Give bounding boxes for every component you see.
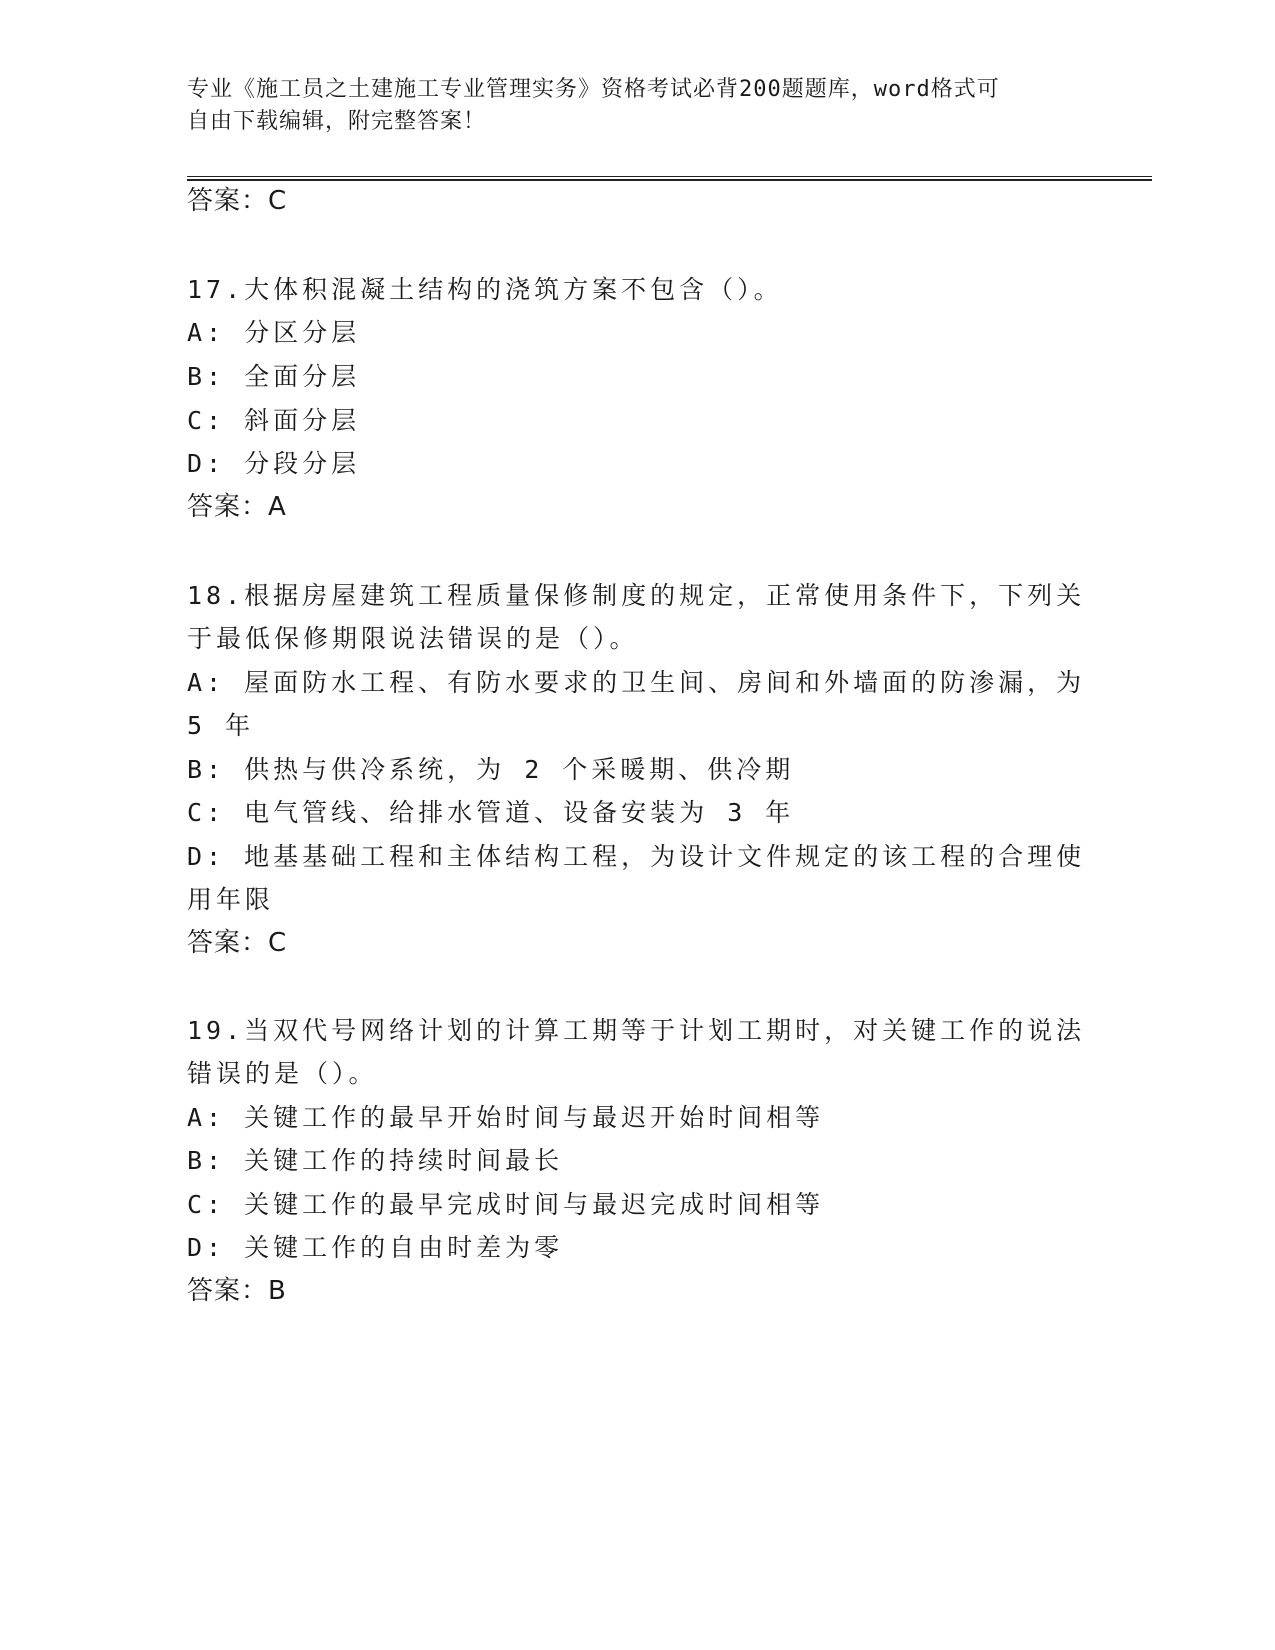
option-c: C: 电气管线、给排水管道、设备安装为 3 年 [187,798,795,827]
question-stem-continued: 错误的是（）。 [187,1059,378,1088]
answer-label: 答案：C [187,186,288,216]
option-d: D: 分段分层 [187,449,361,478]
option-b: B: 关键工作的持续时间最长 [187,1146,564,1175]
question-stem: 19.当双代号网络计划的计算工期等于计划工期时，对关键工作的说法 [187,1016,1086,1045]
header-line-2: 自由下载编辑，附完整答案！ [187,109,487,134]
option-b: B: 全面分层 [187,362,361,391]
header-line-1: 专业《施工员之土建施工专业管理实务》资格考试必背200题题库，word格式可 [187,77,1000,102]
option-a-continued: 5 年 [187,711,255,740]
option-d: D: 地基基础工程和主体结构工程，为设计文件规定的该工程的合理使 [187,842,1086,871]
option-d-continued: 用年限 [187,885,275,914]
option-a: A: 分区分层 [187,318,361,347]
question-stem: 17.大体积混凝土结构的浇筑方案不包含（）。 [187,275,783,304]
option-c: C: 斜面分层 [187,406,361,435]
option-a: A: 关键工作的最早开始时间与最迟开始时间相等 [187,1103,825,1132]
question-stem-continued: 于最低保修期限说法错误的是（）。 [187,624,639,653]
option-a: A: 屋面防水工程、有防水要求的卫生间、房间和外墙面的防渗漏，为 [187,668,1086,697]
page-header [187,74,1067,138]
question-stem: 18.根据房屋建筑工程质量保修制度的规定，正常使用条件下，下列关 [187,581,1086,610]
answer-label: 答案：B [187,1276,287,1306]
option-d: D: 关键工作的自由时差为零 [187,1233,564,1262]
option-c: C: 关键工作的最早完成时间与最迟完成时间相等 [187,1190,825,1219]
answer-label: 答案：A [187,492,287,522]
answer-label: 答案：C [187,928,288,958]
header-divider [187,176,1152,181]
option-b: B: 供热与供冷系统，为 2 个采暖期、供冷期 [187,755,795,784]
